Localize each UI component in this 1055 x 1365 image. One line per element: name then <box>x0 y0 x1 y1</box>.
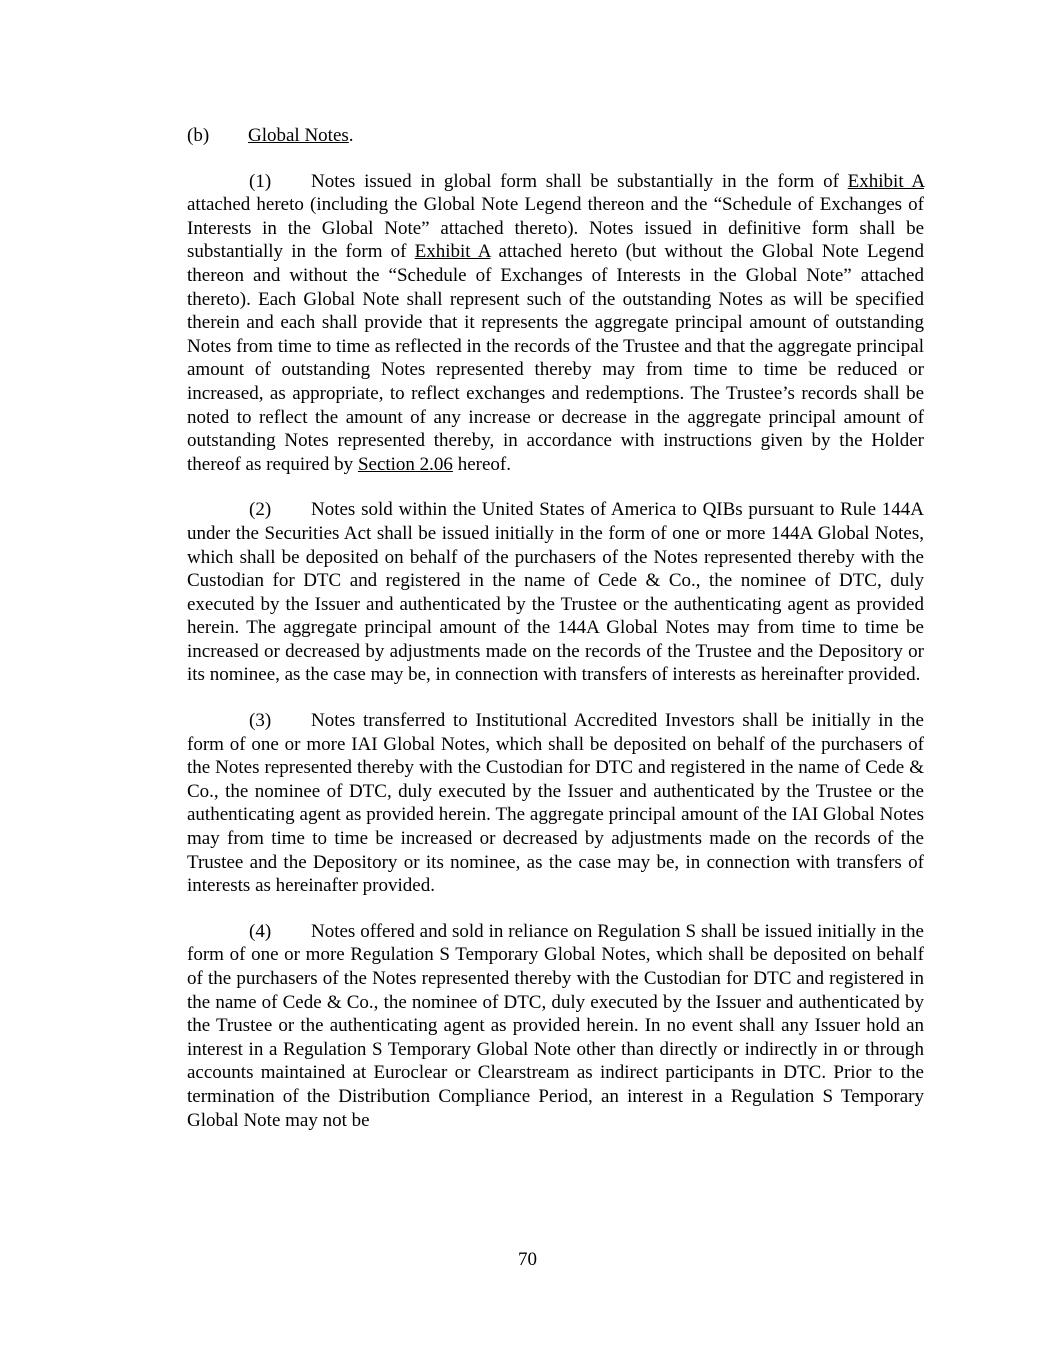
paragraph-text: Notes offered and sold in reliance on Regulation S shall be issued initially in the form of one or more Regulation S Temporary Global Notes, which shall be deposited on behalf of the purchasers of the Notes represented thereby with the Custodian for DTC and registered in the name of Cede & Co., the nominee of DTC, duly executed by the Issuer and authenticated by the Trustee or the authenticating agent as provided herein. In no event shall any Issuer hold an interest in a Regulation S Temporary Global Note other than directly or indirectly in or through accounts maintained at Euroclear or Clearstream as indirect participants in DTC. Prior to the termination of the Distribution Compliance Period, an interest in a Regulation S Temporary Global Note may not be <box>187 920 924 1131</box>
paragraph-number: (1) <box>249 170 272 192</box>
paragraph-text: Notes issued in global form shall be substantially in the form of <box>311 170 848 192</box>
section-title-suffix: . <box>348 125 354 146</box>
paragraph-number: (3) <box>249 710 272 732</box>
paragraph-text: Notes sold within the United States of America to QIBs pursuant to Rule 144A under the Securities Act shall be issued initially in the form of one or more 144A Global Notes, which shall be deposited on behalf of the purchasers of the Notes represented thereby with the Custodian for DTC and registered in the name of Cede & Co., the nominee of DTC, duly executed by the Issuer and authenticated by the Trustee or the authenticating agent as provided herein. The aggregate principal amount of the 144A Global Notes may from time to time be increased or decreased by adjustments made on the records of the Trustee and the Depository or its nominee, as the case may be, in connection with transfers of interests as hereinafter provided. <box>187 499 924 686</box>
paragraph-text: hereof. <box>452 453 511 475</box>
paragraph-4 <box>187 920 924 1132</box>
cross-reference: Exhibit A <box>847 170 924 192</box>
cross-reference: Exhibit A <box>414 241 491 263</box>
paragraph-text: attached hereto (but without the Global Note Legend thereon and without the “Schedule of Exchanges of Interests in the Global Note” attached thereto). Each Global Note shall represent such of the outstanding Notes as will be specified therein and each shall provide that it represents the aggregate principal amount of outstanding Notes from time to time as reflected in the records of the Trustee and that the aggregate principal amount of outstanding Notes represented thereby may from time to time be reduced or increased, as appropriate, to reflect exchanges and redemptions. The Trustee’s records shall be noted to reflect the amount of any increase or decrease in the aggregate principal amount of outstanding Notes represented thereby, in accordance with instructions given by the Holder thereof as required by <box>187 241 924 475</box>
section-title: Global Notes <box>248 125 349 146</box>
paragraph-number: (4) <box>249 920 272 942</box>
paragraph-3 <box>187 709 924 898</box>
page-number: 70 <box>518 1249 537 1270</box>
paragraph-text: Notes transferred to Institutional Accredited Investors shall be initially in the form of one or more IAI Global Notes, which shall be deposited on behalf of the purchasers of the Notes represented thereby with the Custodian for DTC and registered in the name of Cede & Co., the nominee of DTC, duly executed by the Issuer and authenticated by the Trustee or the authenticating agent as provided herein. The aggregate principal amount of the IAI Global Notes may from time to time be increased or decreased by adjustments made on the records of the Trustee and the Depository or its nominee, as the case may be, in connection with transfers of interests as hereinafter provided. <box>187 710 924 897</box>
paragraph-number: (2) <box>249 499 272 521</box>
section-heading <box>187 124 924 148</box>
paragraph-1 <box>187 170 924 477</box>
paragraph-text: attached hereto (including the Global Note Legend thereon and the “Schedule of Exchanges of Interests in the Global Note” attached thereto). Notes issued in definitive form shall be substantially in the form of <box>187 194 924 263</box>
section-label: (b) <box>187 125 210 146</box>
paragraph-2 <box>187 498 924 687</box>
document-body <box>187 124 924 1154</box>
paragraph-list <box>187 170 924 1133</box>
cross-reference: Section 2.06 <box>357 453 453 475</box>
